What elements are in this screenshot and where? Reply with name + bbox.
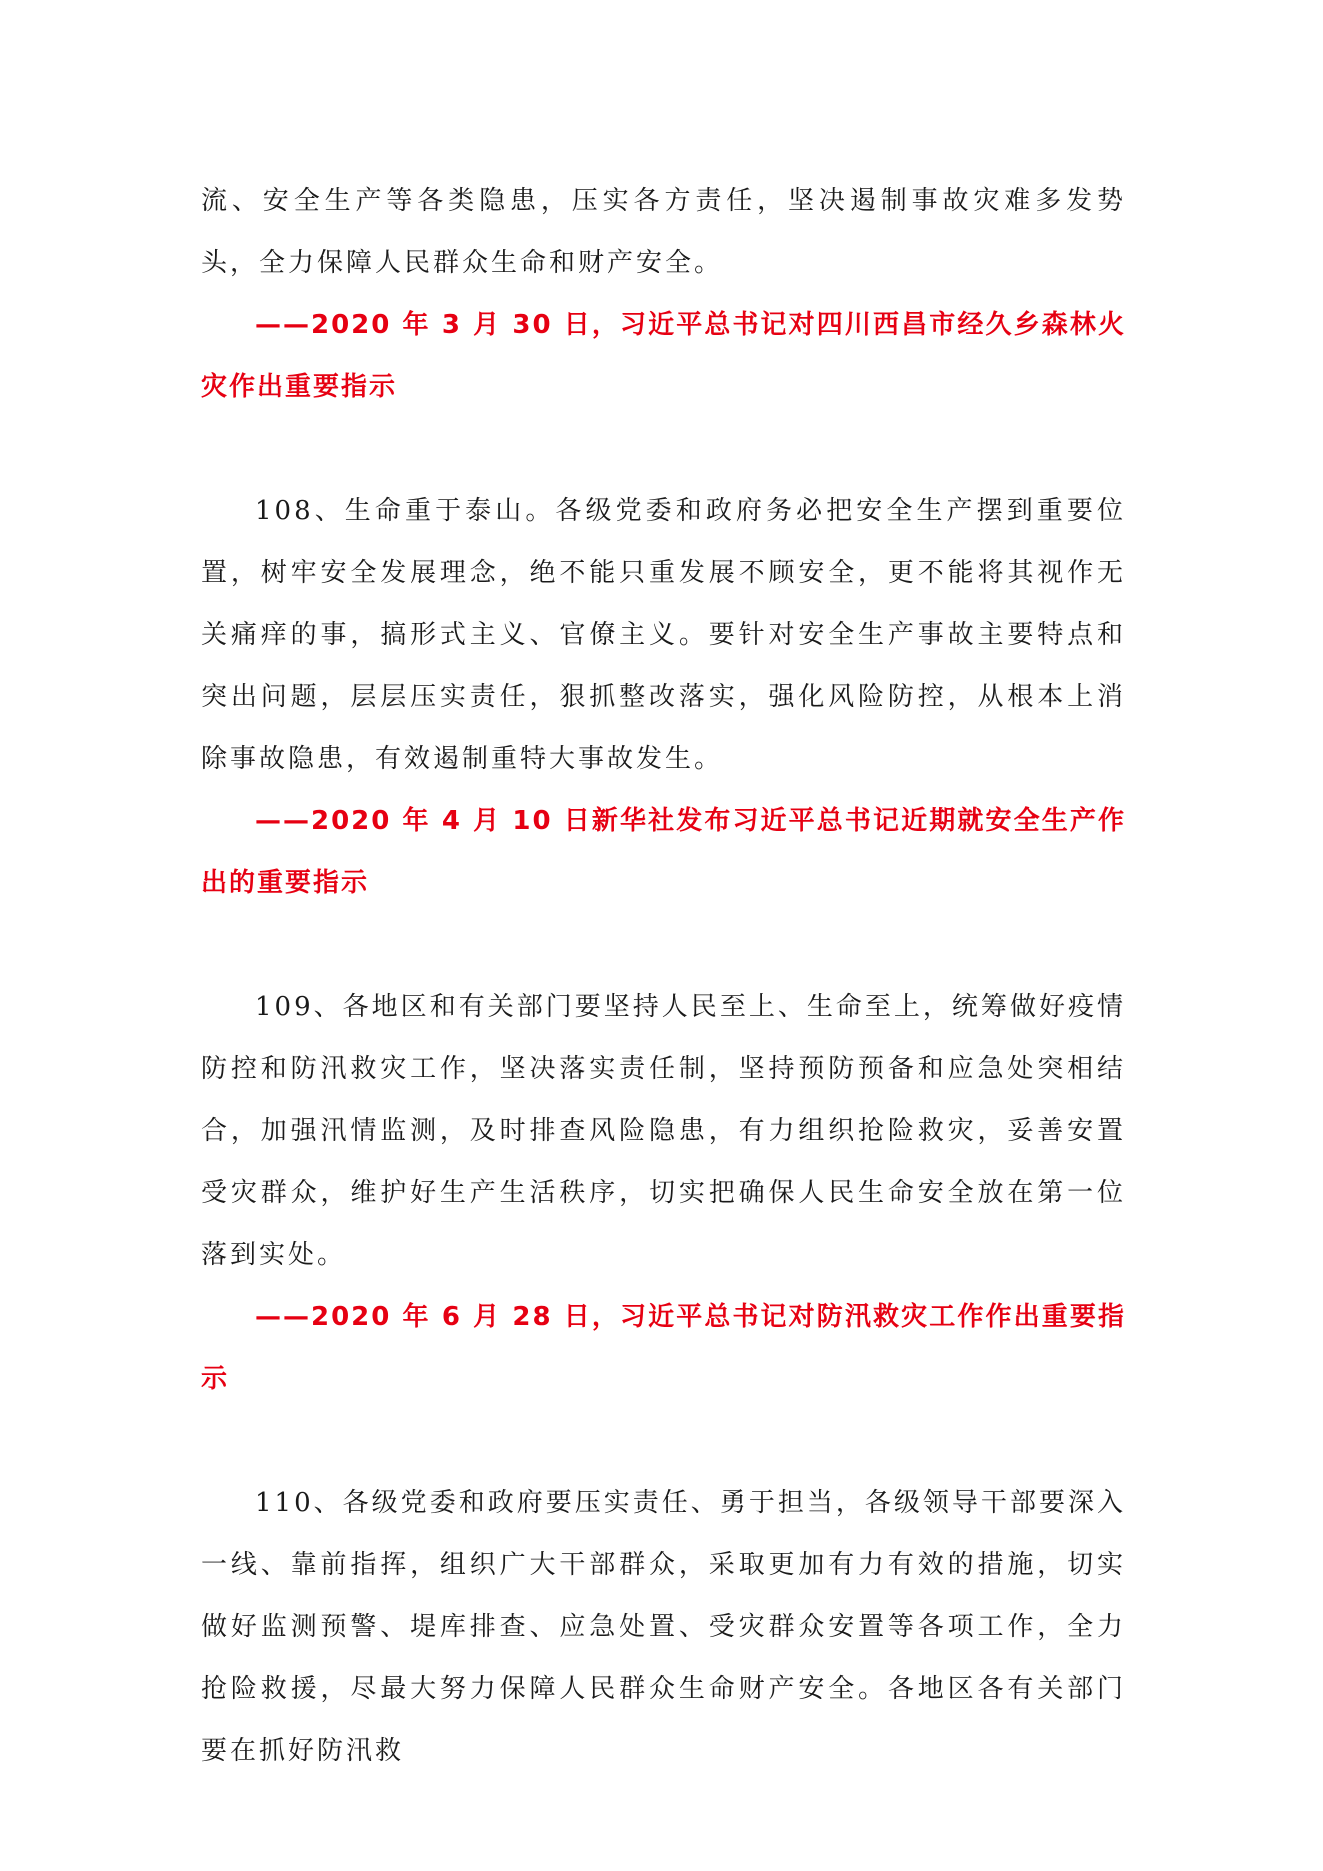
paragraph-spacer [201,1410,1126,1472]
paragraph-108: 108、生命重于泰山。各级党委和政府务必把安全生产摆到重要位置，树牢安全发展理念，绝不能只重发展不顾安全，更不能将其视作无关痛痒的事，搞形式主义、官僚主义。要针对安全生产事故主要特点和突出问题，层层压实责任，狠抓整改落实，强化风险防控，从根本上消除事故隐患，有效遏制重特大事故发生。 [201,496,1126,774]
paragraph-110: 110、各级党委和政府要压实责任、勇于担当，各级领导干部要深入一线、靠前指挥，组织广大干部群众，采取更加有力有效的措施，切实做好监测预警、堤库排查、应急处置、受灾群众安置等各项工作，全力抢险救援，尽最大努力保障人民群众生命财产安全。各地区各有关部门要在抓好防汛救 [201,1488,1126,1766]
paragraph-107-continued: 流、安全生产等各类隐患，压实各方责任，坚决遏制事故灾难多发势头，全力保障人民群众生命和财产安全。 [201,186,1126,278]
paragraph-spacer [201,914,1126,976]
source-note-108: ——2020 年 4 月 10 日新华社发布习近平总书记近期就安全生产作出的重要指示 [201,806,1126,898]
source-note-109: ——2020 年 6 月 28 日，习近平总书记对防汛救灾工作作出重要指示 [201,1302,1126,1394]
document-body [201,170,1126,1782]
source-note-107: ——2020 年 3 月 30 日，习近平总书记对四川西昌市经久乡森林火灾作出重要指示 [201,310,1126,402]
paragraph-spacer [201,418,1126,480]
paragraph-109: 109、各地区和有关部门要坚持人民至上、生命至上，统筹做好疫情防控和防汛救灾工作，坚决落实责任制，坚持预防预备和应急处突相结合，加强汛情监测，及时排查风险隐患，有力组织抢险救灾，妥善安置受灾群众，维护好生产生活秩序，切实把确保人民生命安全放在第一位落到实处。 [201,992,1126,1270]
